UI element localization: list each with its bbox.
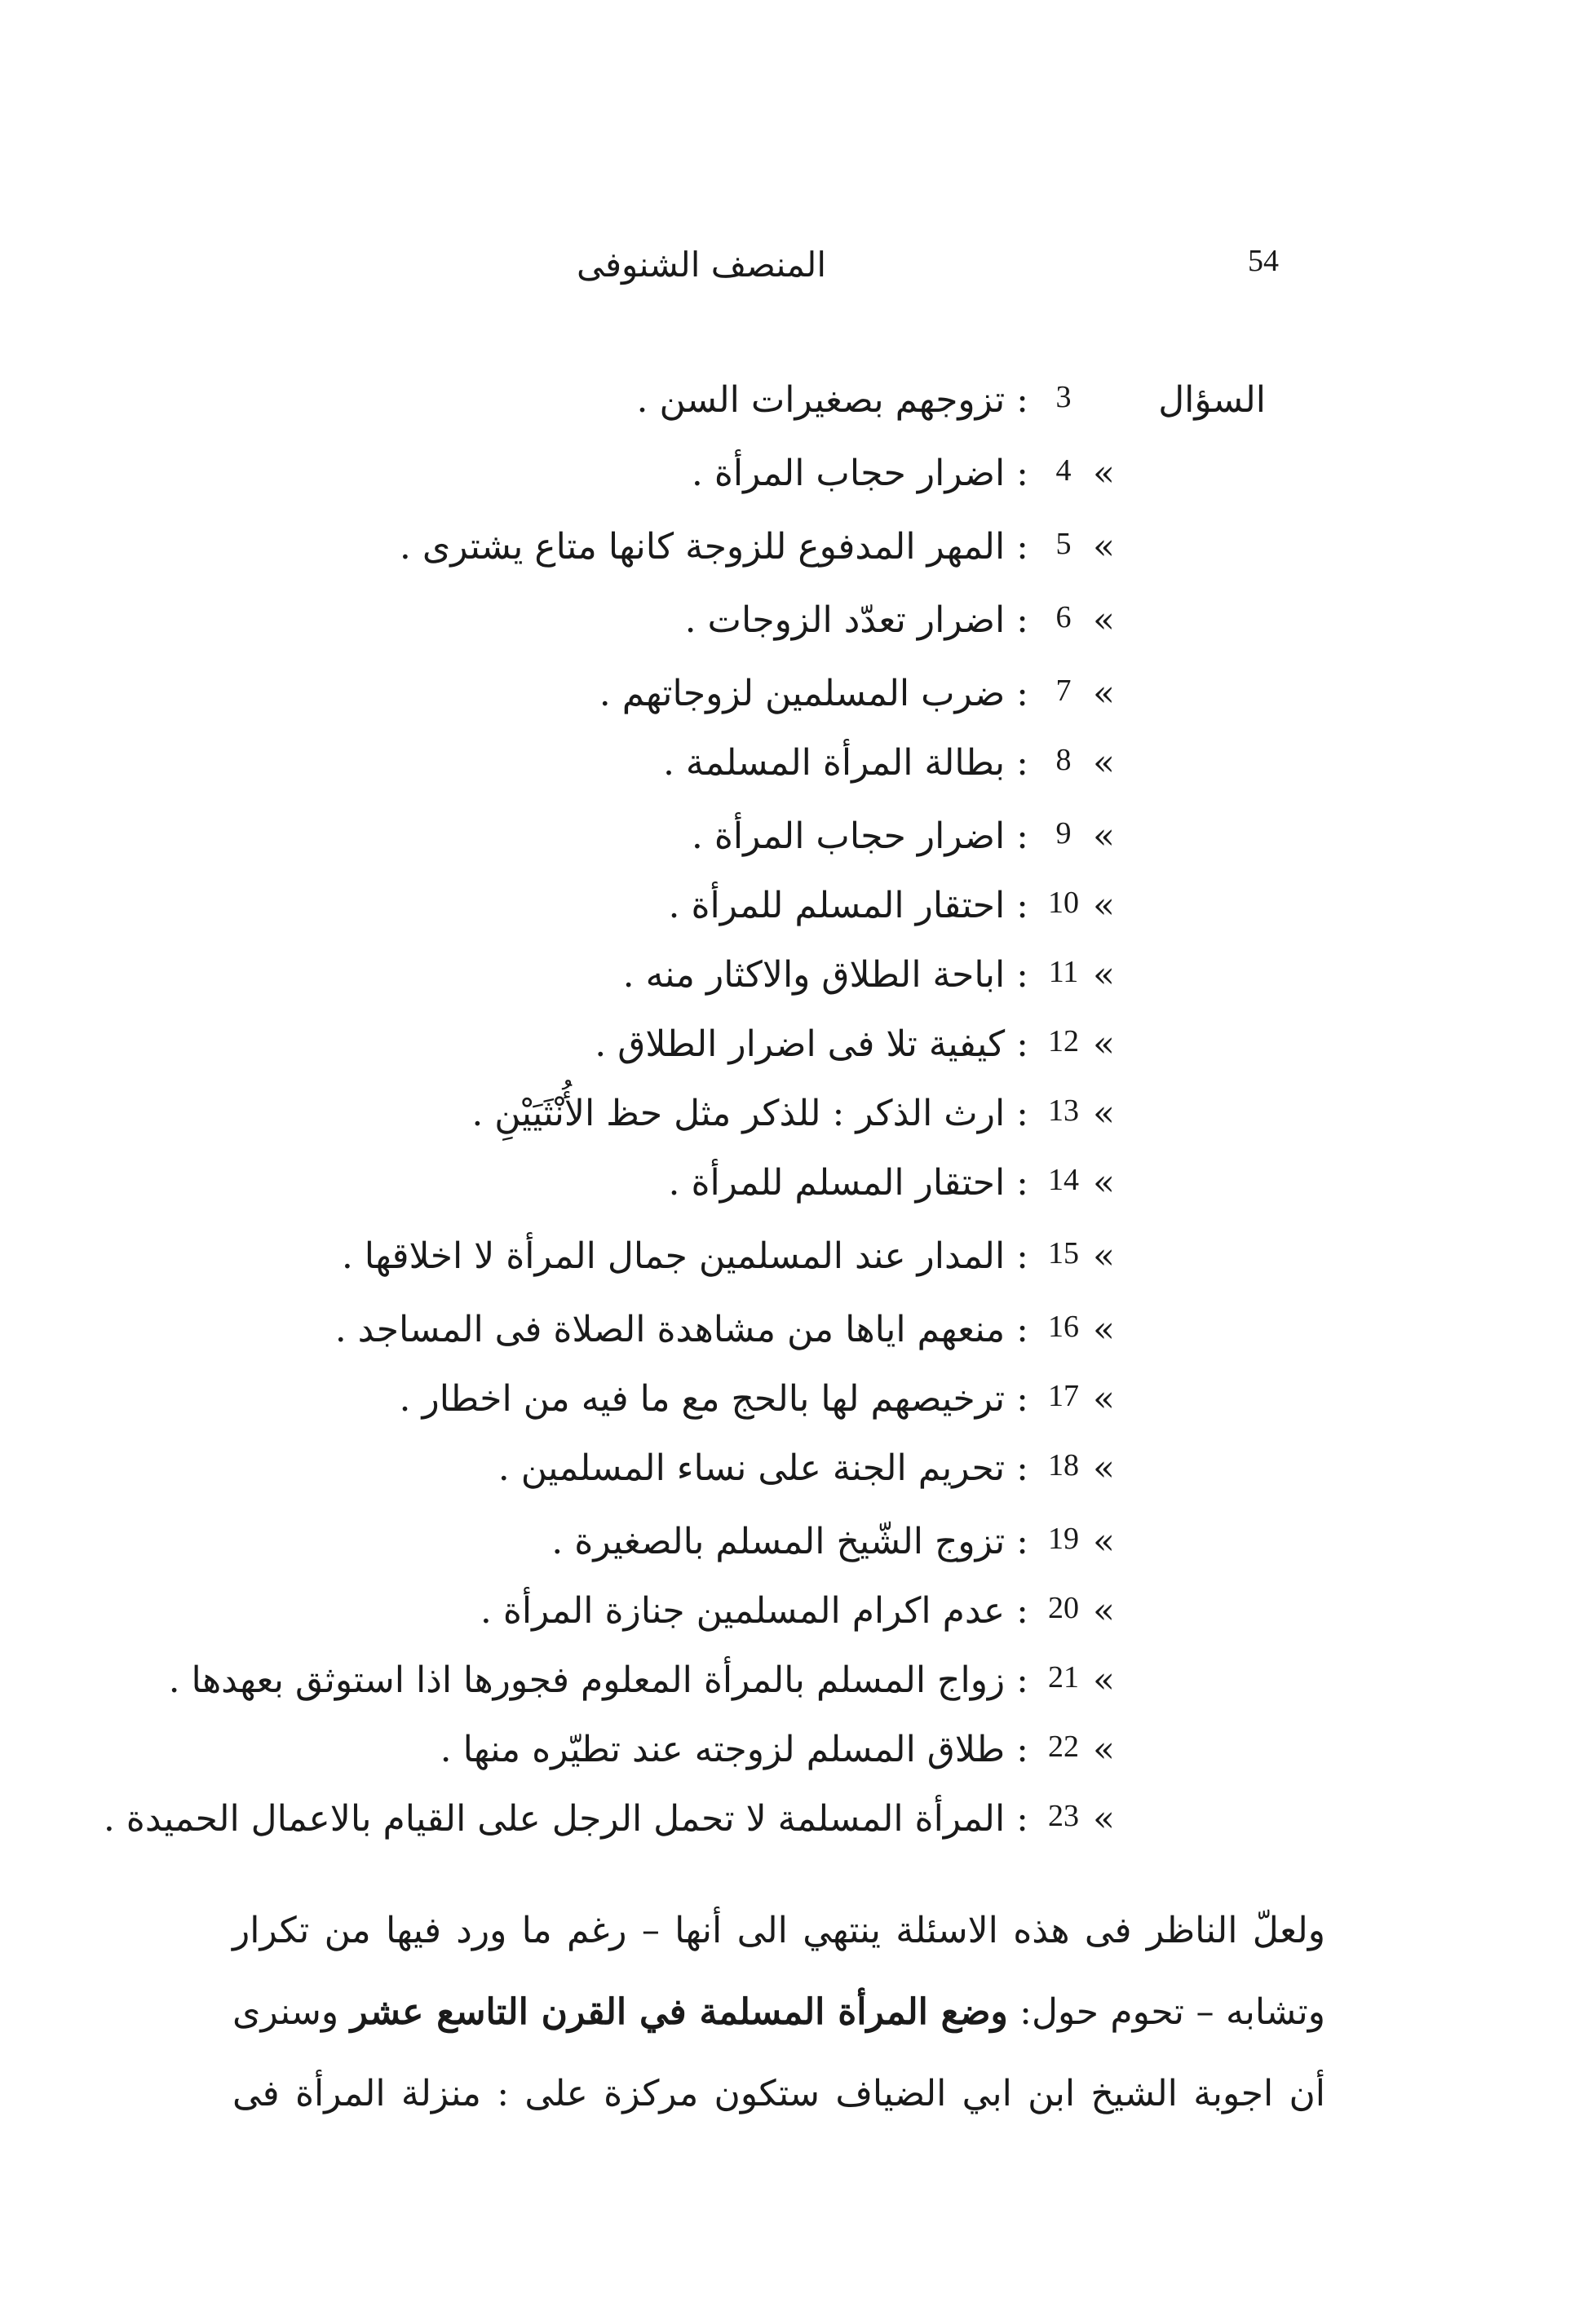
- question-number: 8: [1055, 743, 1072, 777]
- question-text: : ضرب المسلمين لزوجاتهم .: [599, 673, 1028, 714]
- question-text: : تزوجهم بصغيرات السن .: [636, 379, 1028, 421]
- question-item: [122, 1521, 1266, 1578]
- question-item: [122, 453, 1266, 510]
- question-number: 7: [1055, 674, 1072, 708]
- ditto-mark: »: [1093, 1659, 1115, 1701]
- question-number: 9: [1055, 816, 1072, 851]
- question-number: 21: [1048, 1660, 1079, 1694]
- ditto-mark: »: [1093, 1023, 1115, 1065]
- question-number: 6: [1055, 600, 1072, 634]
- question-number: 19: [1048, 1522, 1079, 1556]
- ditto-mark: »: [1093, 599, 1115, 641]
- question-item: [122, 1729, 1266, 1786]
- question-item: [122, 1093, 1266, 1150]
- question-item: [122, 1590, 1266, 1647]
- question-text: : احتقار المسلم للمرأة .: [668, 1162, 1028, 1204]
- question-text: : تحريم الجنة على نساء المسلمين .: [498, 1447, 1028, 1489]
- page-number: 54: [1248, 244, 1279, 278]
- ditto-mark: »: [1093, 742, 1115, 784]
- question-item: [122, 1023, 1266, 1080]
- question-item: [122, 1659, 1266, 1716]
- question-number: 10: [1048, 886, 1079, 920]
- question-number: 16: [1048, 1310, 1079, 1344]
- question-number: 5: [1055, 527, 1072, 561]
- question-text: : المهر المدفوع للزوجة كانها متاع يشترى .: [399, 526, 1028, 568]
- question-text: : اضرار تعدّد الزوجات .: [684, 599, 1028, 641]
- question-item: [122, 526, 1266, 583]
- question-item: [103, 1798, 1266, 1855]
- question-item: [122, 1447, 1266, 1504]
- question-text: : المرأة المسلمة لا تحمل الرجل على القيام بالاعمال الحميدة .: [103, 1798, 1028, 1840]
- question-number: 14: [1048, 1163, 1079, 1197]
- question-item: [122, 1162, 1266, 1219]
- question-text: : عدم اكرام المسلمين جنازة المرأة .: [480, 1590, 1028, 1632]
- question-number: 13: [1048, 1094, 1079, 1128]
- ditto-mark: »: [1093, 1729, 1115, 1770]
- ditto-mark: »: [1093, 1798, 1115, 1840]
- question-number: 17: [1048, 1379, 1079, 1413]
- question-item: [122, 673, 1266, 730]
- ditto-mark: »: [1093, 1162, 1115, 1204]
- ditto-mark: »: [1093, 1521, 1115, 1562]
- question-text: : تزوج الشّيخ المسلم بالصغيرة .: [551, 1521, 1028, 1562]
- ditto-mark: »: [1093, 526, 1115, 568]
- question-number: 4: [1055, 453, 1072, 488]
- paragraph-text-end: وسنرى أن اجوبة الشيخ ابن ابي الضياف ستكون مركزة على : منزلة المرأة فى: [232, 1991, 1325, 2114]
- question-number: 18: [1048, 1448, 1079, 1482]
- question-item: [122, 954, 1266, 1011]
- ditto-mark: »: [1093, 453, 1115, 494]
- ditto-mark: »: [1093, 885, 1115, 926]
- ditto-mark: »: [1093, 673, 1115, 714]
- question-text: : اضرار حجاب المرأة .: [691, 453, 1028, 494]
- question-item: [122, 815, 1266, 873]
- question-text: : المدار عند المسلمين جمال المرأة لا اخلاقها .: [341, 1235, 1028, 1277]
- question-item: [122, 885, 1266, 942]
- ditto-mark: »: [1093, 1093, 1115, 1134]
- ditto-mark: »: [1093, 1590, 1115, 1632]
- question-number: 12: [1048, 1024, 1079, 1058]
- question-text: : ارث الذكر : للذكر مثل حظ الأُنْثَيَيْنِ .: [471, 1093, 1028, 1134]
- paragraph-text-start: ولعلّ الناظر فى هذه الاسئلة ينتهي الى أنها – رغم ما ورد فيها من تكرار وتشابه – تحوم حول:: [232, 1910, 1325, 2033]
- question-number: 20: [1048, 1591, 1079, 1625]
- question-item: [122, 1378, 1266, 1435]
- question-item: [122, 1235, 1266, 1292]
- question-number: 22: [1048, 1730, 1079, 1764]
- question-text: : زواج المسلم بالمرأة المعلوم فجورها اذا استوثق بعهدها .: [168, 1659, 1028, 1701]
- question-text: : طلاق المسلم لزوجته عند تطيّره منها .: [440, 1729, 1028, 1770]
- ditto-mark: »: [1093, 1309, 1115, 1350]
- body-paragraph: [232, 1890, 1325, 2135]
- question-item: [122, 599, 1266, 656]
- question-item: [122, 379, 1266, 436]
- ditto-mark: »: [1093, 1447, 1115, 1489]
- question-text: : منعهم اياها من مشاهدة الصلاة فى المساجد .: [334, 1309, 1028, 1350]
- question-number: 3: [1055, 380, 1072, 414]
- question-text: : احتقار المسلم للمرأة .: [668, 885, 1028, 926]
- question-item: [122, 1309, 1266, 1366]
- running-title: المنصف الشنوفى: [576, 245, 827, 285]
- question-number: 11: [1048, 955, 1079, 989]
- question-number: 15: [1048, 1236, 1079, 1270]
- paragraph-emphasis: وضع المرأة المسلمة في القرن التاسع عشر: [350, 1991, 1008, 2033]
- question-text: : ترخيصهم لها بالحج مع ما فيه من اخطار .: [399, 1378, 1028, 1420]
- ditto-mark: »: [1093, 1378, 1115, 1420]
- question-text: : كيفية تلا فى اضرار الطلاق .: [595, 1023, 1028, 1065]
- ditto-mark: »: [1093, 1235, 1115, 1277]
- question-number: 23: [1048, 1799, 1079, 1833]
- ditto-mark: »: [1093, 954, 1115, 996]
- ditto-mark: »: [1093, 815, 1115, 857]
- question-text: : اضرار حجاب المرأة .: [691, 815, 1028, 857]
- question-text: : بطالة المرأة المسلمة .: [662, 742, 1028, 784]
- question-lead: السؤال: [1158, 379, 1266, 421]
- question-item: [122, 742, 1266, 799]
- question-text: : اباحة الطلاق والاكثار منه .: [622, 954, 1028, 996]
